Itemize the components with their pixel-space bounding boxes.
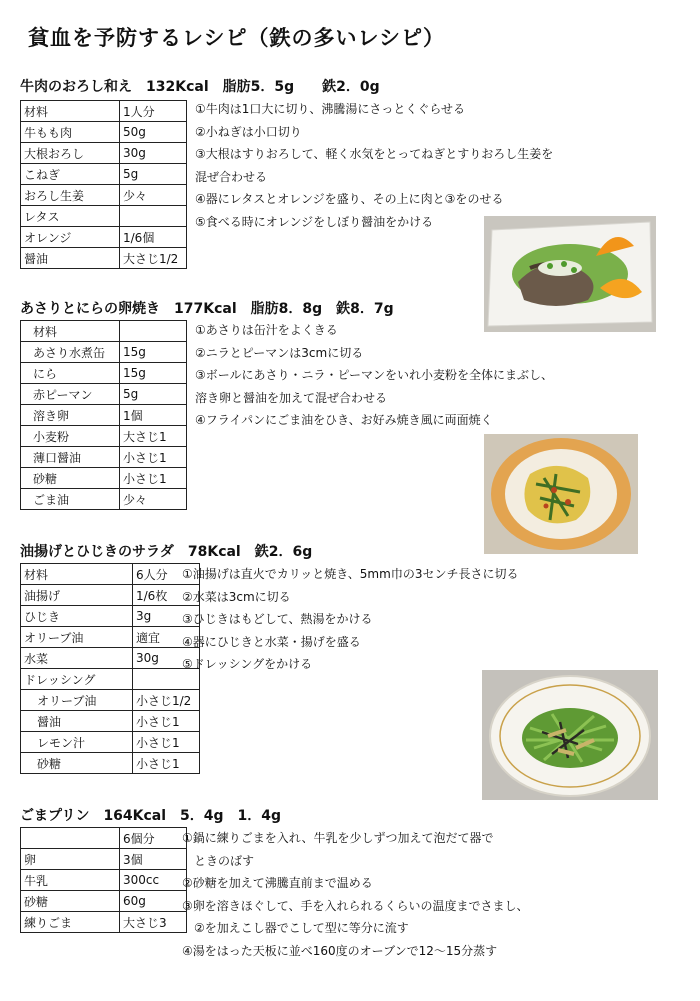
- ingredient-amount: 小さじ1: [133, 711, 200, 732]
- table-row: [21, 585, 200, 606]
- ingredient-name: 赤ピーマン: [21, 384, 120, 405]
- table-row: [21, 690, 200, 711]
- ingredient-amount: 小さじ1: [120, 447, 187, 468]
- ingredient-amount: 15g: [120, 363, 187, 384]
- ingredient-amount: 30g: [120, 143, 187, 164]
- table-row: [21, 711, 200, 732]
- ingredient-name: 溶き卵: [21, 405, 120, 426]
- recipe-steps: [182, 827, 529, 962]
- ingredient-name: 材料: [21, 101, 120, 122]
- table-row: [21, 669, 200, 690]
- recipe-step: ②を加えこし器でこして型に等分に流す: [194, 921, 409, 935]
- ingredient-amount: 適宜: [133, 627, 200, 648]
- table-row: [21, 891, 187, 912]
- recipe-step: ①油揚げは直火でカリッと焼き、5mm巾の3センチ長さに切る: [182, 567, 519, 581]
- recipe-beef-oroshi: [20, 78, 680, 266]
- dish-photo-salad: [482, 670, 658, 800]
- ingredient-amount: 15g: [120, 342, 187, 363]
- recipe-steps: [182, 563, 518, 676]
- recipe-step: 溶き卵と醤油を加えて混ぜ合わせる: [195, 390, 388, 405]
- recipe-steps: [195, 98, 553, 233]
- table-row: [21, 363, 187, 384]
- ingredient-name: 油揚げ: [21, 585, 133, 606]
- recipe-step: ときのばす: [194, 853, 255, 868]
- ingredient-amount: 少々: [120, 185, 187, 206]
- table-row: [21, 384, 187, 405]
- recipe-title: あさりとにらの卵焼き 177Kcal 脂肪8．8g 鉄8．7g: [20, 301, 394, 317]
- table-row: [21, 164, 187, 185]
- ingredient-name: オリーブ油: [21, 627, 133, 648]
- recipe-step: ④湯をはった天板に並べ160度のオーブンで12～15分蒸す: [182, 943, 498, 958]
- ingredients-table: [20, 100, 187, 269]
- table-row: [21, 564, 200, 585]
- ingredient-name: ひじき: [21, 606, 133, 627]
- ingredient-name: 大根おろし: [21, 143, 120, 164]
- ingredient-amount: 大さじ1/2: [120, 248, 187, 269]
- recipe-step: ②水菜は3cmに切る: [182, 589, 291, 604]
- ingredient-amount: 50g: [120, 122, 187, 143]
- table-row: [21, 606, 200, 627]
- ingredient-name: ドレッシング: [21, 669, 133, 690]
- table-row: [21, 912, 187, 933]
- ingredient-name: 薄口醤油: [21, 447, 120, 468]
- recipe-step: ④器にレタスとオレンジを盛り、その上に肉と③をのせる: [195, 192, 504, 206]
- ingredient-name: 醤油: [21, 248, 120, 269]
- ingredient-amount: 6人分: [133, 564, 200, 585]
- ingredient-name: 材料: [21, 321, 120, 342]
- table-row: [21, 447, 187, 468]
- recipe-step: ②ニラとピーマンは3cmに切る: [195, 345, 364, 360]
- recipe-step: ③ひじきはもどして、熱湯をかける: [182, 612, 373, 626]
- ingredient-amount: 大さじ1: [120, 426, 187, 447]
- ingredient-amount: 300cc: [120, 870, 187, 891]
- ingredient-name: オレンジ: [21, 227, 120, 248]
- ingredient-name: にら: [21, 363, 120, 384]
- ingredient-name: 材料: [21, 564, 133, 585]
- ingredients-table: [20, 563, 200, 774]
- ingredient-name: こねぎ: [21, 164, 120, 185]
- table-row: [21, 321, 187, 342]
- table-row: [21, 849, 187, 870]
- ingredient-amount: 1個: [120, 405, 187, 426]
- table-row: [21, 648, 200, 669]
- table-row: [21, 405, 187, 426]
- ingredient-amount: 小さじ1: [120, 468, 187, 489]
- table-row: [21, 468, 187, 489]
- page-title: 貧血を予防するレシピ（鉄の多いレシピ）: [28, 26, 445, 50]
- ingredient-amount: [120, 321, 187, 342]
- recipe-step: ①あさりは缶汁をよくきる: [195, 323, 338, 337]
- recipe-step: ③大根はすりおろして、軽く水気をとってねぎとすりおろし生姜を: [195, 147, 554, 161]
- ingredient-amount: 小さじ1: [133, 753, 200, 774]
- ingredient-name: 卵: [21, 849, 120, 870]
- recipe-step: ⑤ドレッシングをかける: [182, 657, 313, 671]
- table-row: [21, 227, 187, 248]
- ingredient-amount: 3g: [133, 606, 200, 627]
- recipe-title: ごまプリン 164Kcal 5．4g 1．4g: [20, 808, 282, 824]
- recipe-step: ③ボールにあさり・ニラ・ピーマンをいれ小麦粉を全体にまぶし、: [195, 368, 554, 382]
- recipe-step: ②小ねぎは小口切り: [195, 124, 302, 139]
- ingredient-name: 醤油: [21, 711, 133, 732]
- ingredient-name: ごま油: [21, 489, 120, 510]
- recipe-step: ⑤食べる時にオレンジをしぼり醤油をかける: [195, 214, 434, 229]
- ingredient-name: 牛乳: [21, 870, 120, 891]
- ingredient-amount: 1/6枚: [133, 585, 200, 606]
- recipe-step: ④器にひじきと水菜・揚げを盛る: [182, 634, 361, 649]
- dish-photo-omelette: [484, 434, 638, 554]
- table-row: [21, 185, 187, 206]
- ingredient-name: 水菜: [21, 648, 133, 669]
- ingredients-table: [20, 320, 187, 510]
- ingredient-amount: 小さじ1/2: [133, 690, 200, 711]
- ingredient-amount: 少々: [120, 489, 187, 510]
- recipe-title: 油揚げとひじきのサラダ 78Kcal 鉄2．6g: [20, 544, 313, 560]
- ingredient-amount: 大さじ3: [120, 912, 187, 933]
- table-row: [21, 489, 187, 510]
- ingredient-amount: 1/6個: [120, 227, 187, 248]
- ingredient-amount: 6個分: [120, 828, 187, 849]
- table-row: [21, 206, 187, 227]
- table-row: [21, 122, 187, 143]
- ingredient-amount: 小さじ1: [133, 732, 200, 753]
- table-row: [21, 870, 187, 891]
- table-row: [21, 828, 187, 849]
- recipe-step: ②砂糖を加えて沸騰直前まで温める: [182, 876, 373, 890]
- ingredient-amount: 30g: [133, 648, 200, 669]
- ingredient-name: レモン汁: [21, 732, 133, 753]
- ingredient-name: [21, 828, 120, 849]
- ingredient-amount: 5g: [120, 384, 187, 405]
- recipe-step: ④フライパンにごま油をひき、お好み焼き風に両面焼く: [195, 413, 493, 427]
- ingredient-name: オリーブ油: [21, 690, 133, 711]
- table-row: [21, 101, 187, 122]
- ingredient-amount: [120, 206, 187, 227]
- recipe-step: ③卵を溶きほぐして、手を入れられるくらいの温度までさまし、: [182, 898, 529, 913]
- table-row: [21, 248, 187, 269]
- recipe-steps: [195, 319, 553, 432]
- ingredient-amount: 1人分: [120, 101, 187, 122]
- table-row: [21, 753, 200, 774]
- ingredient-name: あさり水煮缶: [21, 342, 120, 363]
- ingredient-amount: 3個: [120, 849, 187, 870]
- ingredient-name: おろし生姜: [21, 185, 120, 206]
- recipe-title: 牛肉のおろし和え 132Kcal 脂肪5．5g 鉄2．0g: [20, 79, 380, 95]
- table-row: [21, 732, 200, 753]
- table-row: [21, 426, 187, 447]
- recipe-step: ①牛肉は1口大に切り、沸騰湯にさっとくぐらせる: [195, 102, 466, 116]
- ingredient-name: 砂糖: [21, 891, 120, 912]
- recipe-aburaage-hijiki-salad: [20, 543, 680, 771]
- table-row: [21, 143, 187, 164]
- ingredient-name: 砂糖: [21, 753, 133, 774]
- ingredient-name: レタス: [21, 206, 120, 227]
- ingredient-amount: 60g: [120, 891, 187, 912]
- ingredient-amount: 5g: [120, 164, 187, 185]
- recipe-sesame-pudding: [20, 807, 680, 958]
- recipe-step: ①鍋に練りごまを入れ、牛乳を少しずつ加えて泡だて器で: [182, 831, 494, 845]
- ingredient-name: 砂糖: [21, 468, 120, 489]
- ingredient-name: 練りごま: [21, 912, 120, 933]
- table-row: [21, 627, 200, 648]
- recipe-step: 混ぜ合わせる: [195, 169, 268, 184]
- table-row: [21, 342, 187, 363]
- recipe-clam-nira-omelette: [20, 300, 680, 507]
- ingredient-name: 小麦粉: [21, 426, 120, 447]
- ingredients-table: [20, 827, 187, 933]
- ingredient-name: 牛もも肉: [21, 122, 120, 143]
